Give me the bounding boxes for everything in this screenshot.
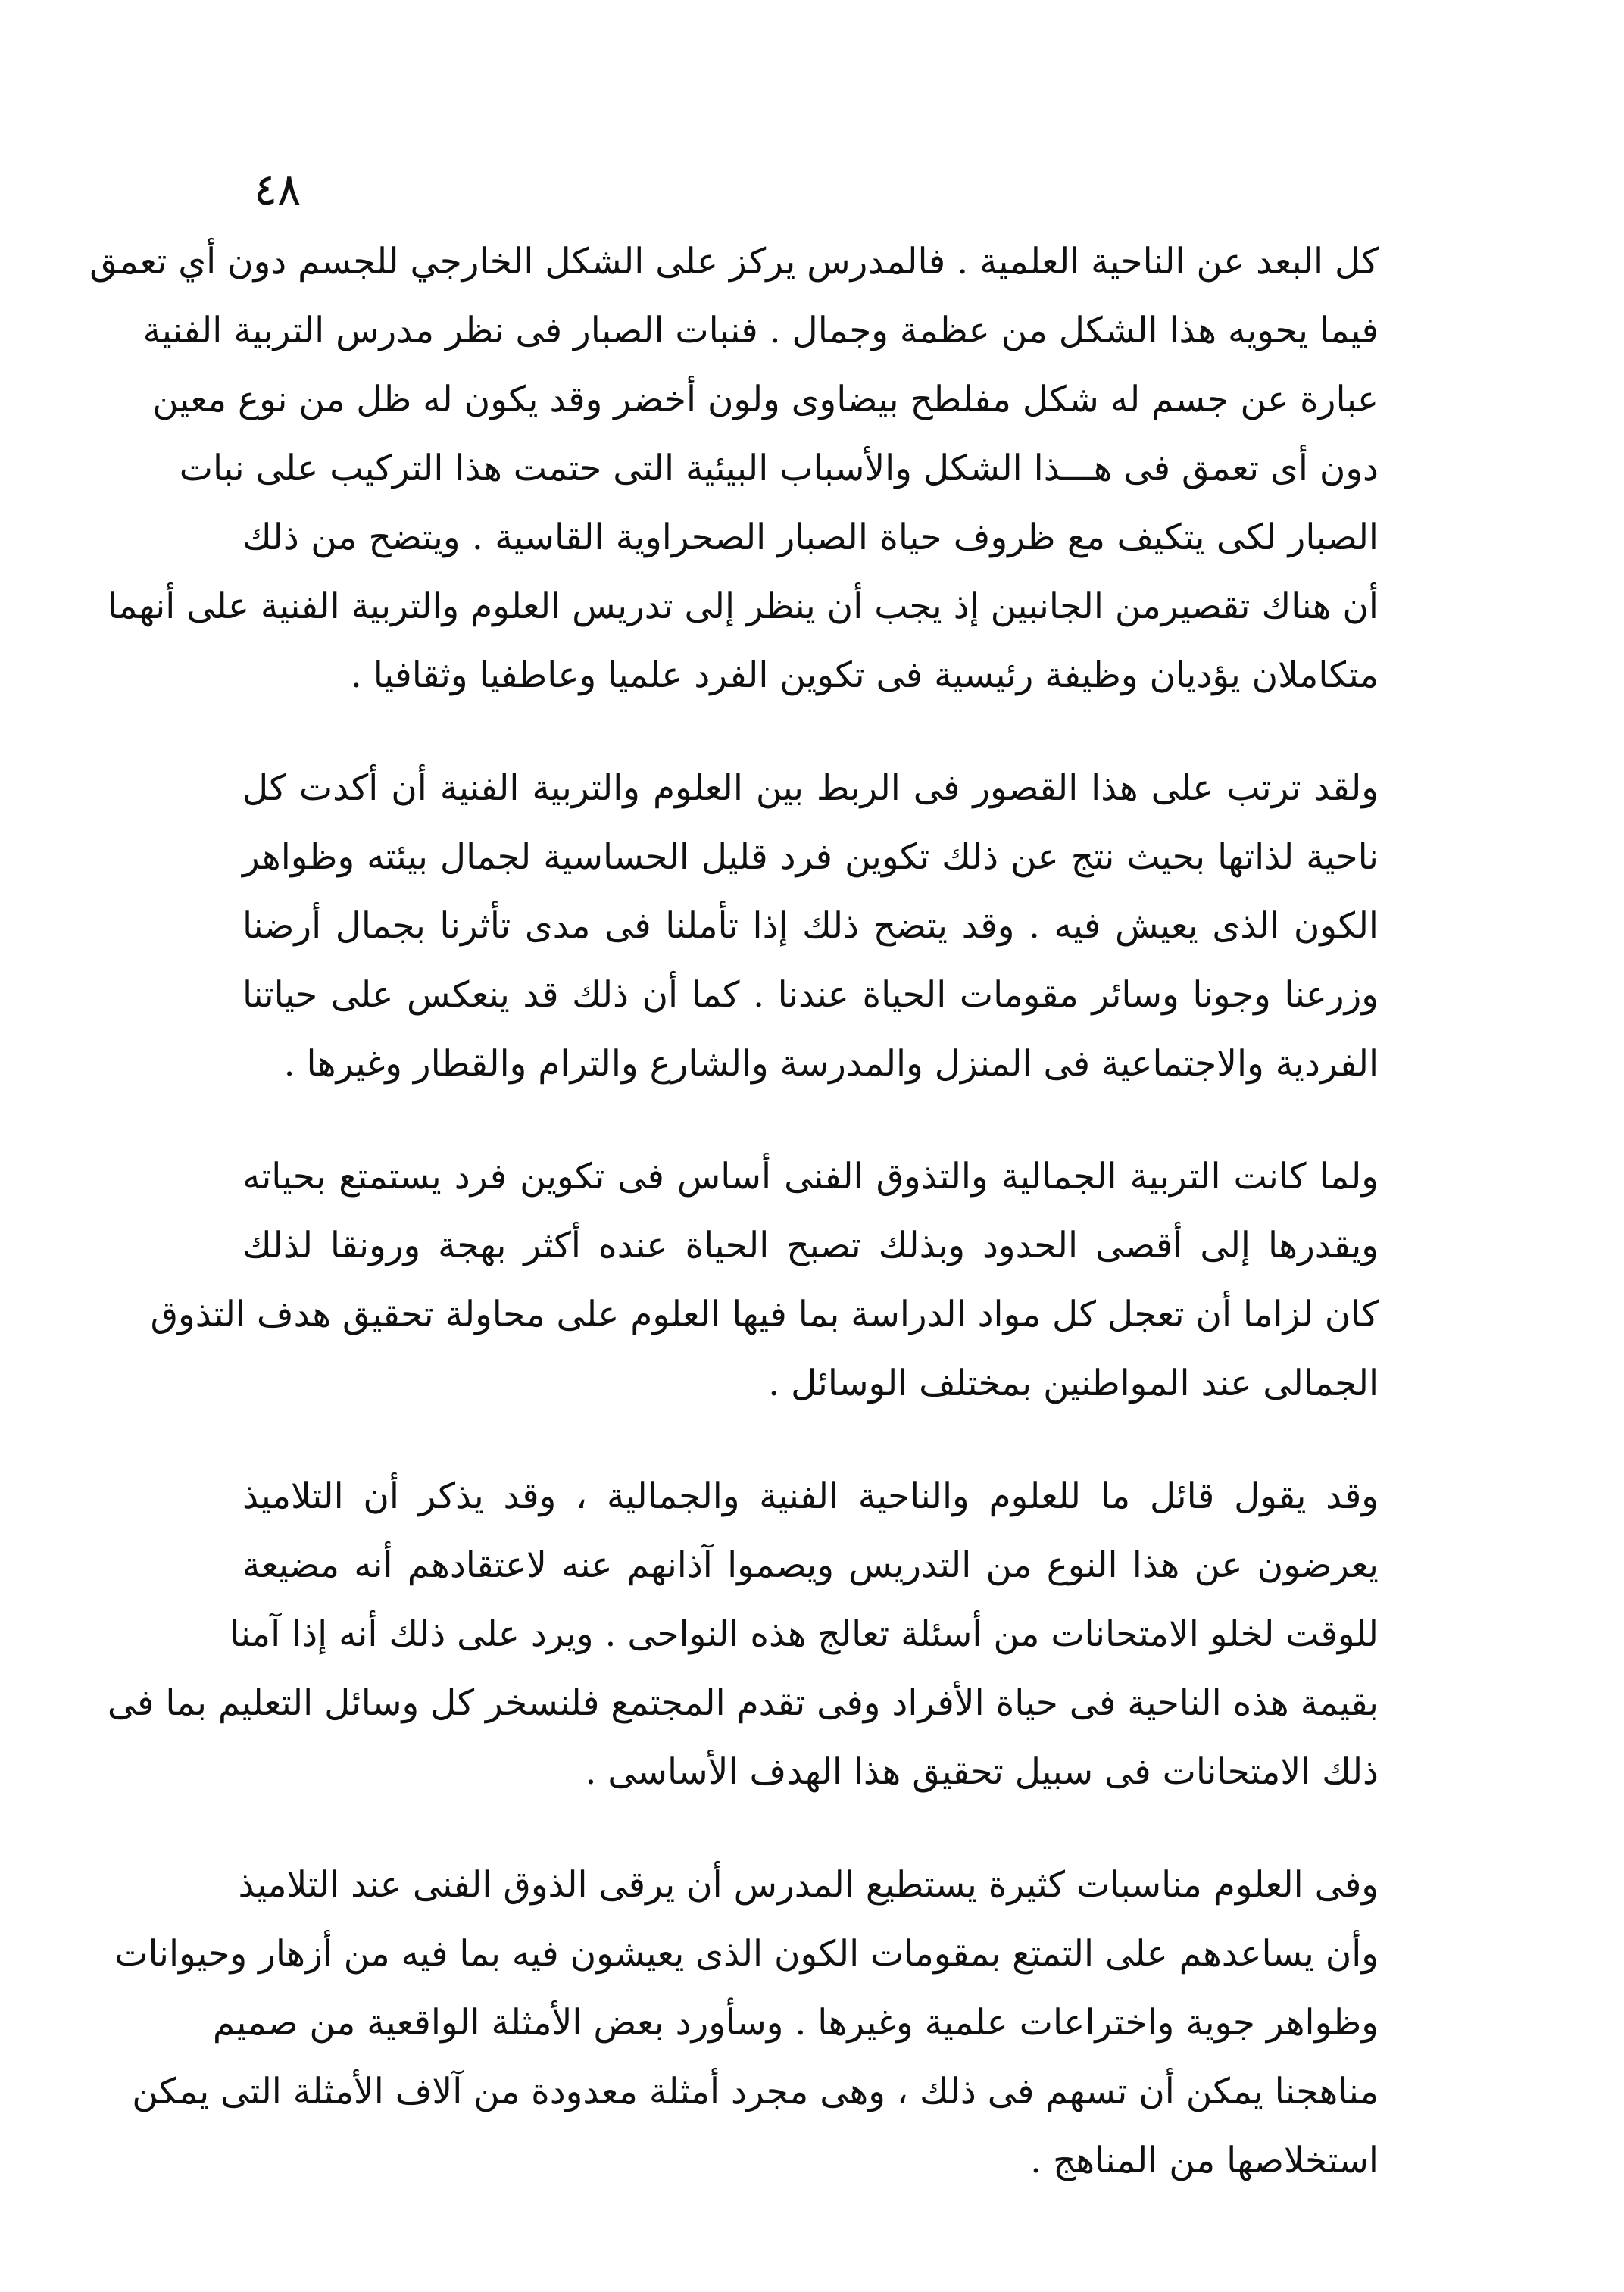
paragraph-line: الفردية والاجتماعية فى المنزل والمدرسة والشارع والترام والقطار وغيرها . bbox=[283, 1043, 1379, 1085]
paragraph-line: بقيمة هذه الناحية فى حياة الأفراد وفى تقدم المجتمع فلنسخر كل وسائل التعليم بما فى bbox=[107, 1682, 1379, 1724]
body-text bbox=[89, 227, 1379, 2195]
paragraph-line: يعرضون عن هذا النوع من التدريس ويصموا آذانهم عنه لاعتقادهم أنه مضيعة bbox=[242, 1544, 1379, 1586]
paragraph-line: متكاملان يؤديان وظيفة رئيسية فى تكوين الفرد علميا وعاطفيا وثقافيا . bbox=[350, 654, 1379, 696]
paragraph-line: فيما يحويه هذا الشكل من عظمة وجمال . فنبات الصبار فى نظر مدرس التربية الفنية bbox=[142, 310, 1379, 351]
paragraph-1 bbox=[89, 227, 1379, 710]
paragraph-line: للوقت لخلو الامتحانات من أسئلة تعالج هذه النواحى . ويرد على ذلك أنه إذا آمنا bbox=[230, 1613, 1379, 1655]
page-number: ٤٨ bbox=[254, 164, 301, 215]
paragraph-line: وقد يقول قائل ما للعلوم والناحية الفنية والجمالية ، وقد يذكر أن التلاميذ bbox=[242, 1475, 1379, 1517]
paragraph-line: أن هناك تقصيرمن الجانبين إذ يجب أن ينظر إلى تدريس العلوم والتربية الفنية على أنهما bbox=[107, 585, 1379, 627]
paragraph-line: وظواهر جوية واختراعات علمية وغيرها . وسأورد بعض الأمثلة الواقعية من صميم bbox=[212, 2002, 1379, 2044]
paragraph-line: ولقد ترتب على هذا القصور فى الربط بين العلوم والتربية الفنية أن أكدت كل bbox=[242, 767, 1379, 809]
paragraph-2 bbox=[242, 754, 1379, 1098]
paragraph-line: ويقدرها إلى أقصى الحدود وبذلك تصبح الحياة عنده أكثر بهجة ورونقا لذلك bbox=[242, 1225, 1379, 1266]
paragraph-4 bbox=[107, 1462, 1379, 1806]
paragraph-line: ناحية لذاتها بحيث نتج عن ذلك تكوين فرد قليل الحساسية لجمال بيئته وظواهر bbox=[242, 836, 1379, 878]
paragraph-5 bbox=[114, 1850, 1379, 2195]
paragraph-line: ولما كانت التربية الجمالية والتذوق الفنى أساس فى تكوين فرد يستمتع بحياته bbox=[242, 1156, 1379, 1198]
paragraph-line: الجمالى عند المواطنين بمختلف الوسائل . bbox=[768, 1363, 1379, 1404]
paragraph-line: الصبار لكى يتكيف مع ظروف حياة الصبار الصحراوية القاسية . ويتضح من ذلك bbox=[242, 517, 1379, 558]
paragraph-line: وفى العلوم مناسبات كثيرة يستطيع المدرس أن يرقى الذوق الفنى عند التلاميذ bbox=[238, 1864, 1379, 1906]
paragraph-line: وأن يساعدهم على التمتع بمقومات الكون الذى يعيشون فيه بما فيه من أزهار وحيوانات bbox=[114, 1933, 1379, 1975]
paragraph-3 bbox=[150, 1142, 1379, 1418]
paragraph-line: مناهجنا يمكن أن تسهم فى ذلك ، وهى مجرد أمثلة معدودة من آلاف الأمثلة التى يمكن bbox=[132, 2071, 1379, 2112]
paragraph-line: ذلك الامتحانات فى سبيل تحقيق هذا الهدف الأساسى . bbox=[585, 1751, 1379, 1793]
paragraph-line: الكون الذى يعيش فيه . وقد يتضح ذلك إذا تأملنا فى مدى تأثرنا بجمال أرضنا bbox=[242, 905, 1379, 947]
paragraph-line: عبارة عن جسم له شكل مفلطح بيضاوى ولون أخضر وقد يكون له ظل من نوع معين bbox=[152, 379, 1379, 420]
paragraph-line: استخلاصها من المناهج . bbox=[1030, 2140, 1379, 2181]
paragraph-line: وزرعنا وجونا وسائر مقومات الحياة عندنا . كما أن ذلك قد ينعكس على حياتنا bbox=[242, 974, 1379, 1016]
paragraph-line: دون أى تعمق فى هـــذا الشكل والأسباب البيئية التى حتمت هذا التركيب على نبات bbox=[179, 448, 1379, 489]
paragraph-line: كان لزاما أن تعجل كل مواد الدراسة بما فيها العلوم على محاولة تحقيق هدف التذوق bbox=[150, 1294, 1379, 1335]
paragraph-line: كل البعد عن الناحية العلمية . فالمدرس يركز على الشكل الخارجي للجسم دون أي تعمق bbox=[89, 241, 1379, 283]
